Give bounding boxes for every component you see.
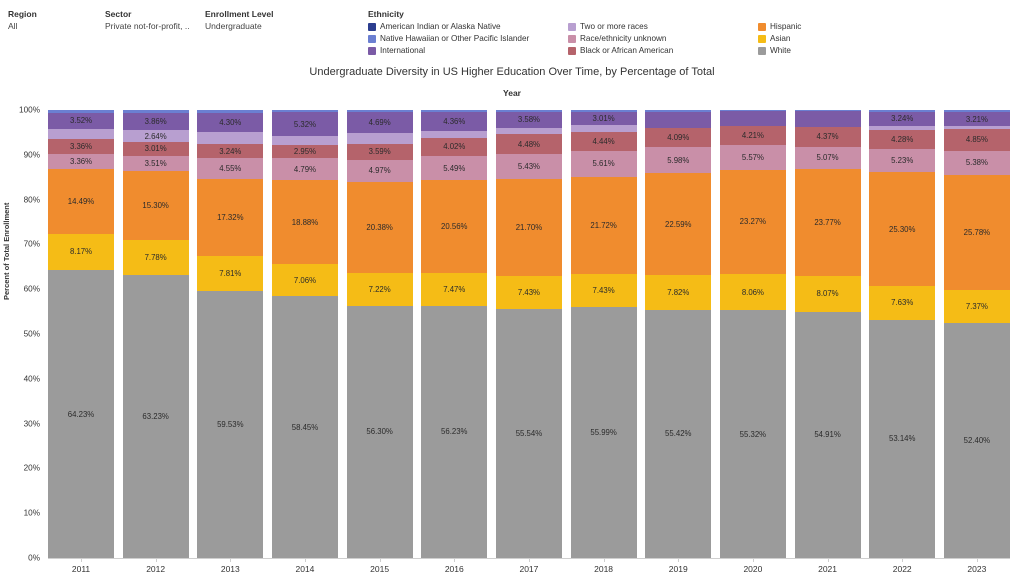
legend-item[interactable]: [568, 46, 758, 56]
bar-segment-label: 2.95%: [293, 147, 317, 157]
x-axis-tick: [753, 558, 754, 562]
y-axis-tick-label: 90%: [23, 150, 40, 160]
bar-segment-label: 4.02%: [443, 142, 466, 152]
bar-segment-label: 59.53%: [217, 420, 244, 430]
legend-swatch-icon: [368, 23, 376, 31]
bar-segment[interactable]: [720, 111, 786, 126]
bar-column[interactable]: [571, 110, 637, 558]
y-axis-tick-label: 80%: [23, 195, 40, 205]
bar-segment-label: 4.09%: [667, 133, 690, 142]
bar-segment[interactable]: [496, 309, 562, 558]
bar-column[interactable]: [347, 110, 413, 558]
legend-item[interactable]: [758, 46, 888, 56]
bar-segment[interactable]: [48, 154, 114, 169]
bar-segment-label: 7.82%: [667, 287, 690, 297]
bar-segment[interactable]: [48, 139, 114, 154]
bar-segment[interactable]: [944, 323, 1010, 558]
filter-region-label: Region: [8, 9, 37, 19]
bar-segment[interactable]: [347, 144, 413, 160]
bar-column[interactable]: [197, 110, 263, 558]
x-axis-tick-label[interactable]: 2021: [818, 564, 838, 574]
bar-segment-label: 7.63%: [891, 298, 914, 308]
bar-segment[interactable]: [272, 158, 338, 179]
bar-segment[interactable]: [123, 171, 189, 240]
bar-segment-label: 52.40%: [963, 436, 991, 446]
bar-segment-label: 8.07%: [816, 289, 839, 299]
bar-segment-label: 4.48%: [517, 139, 540, 149]
bar-segment-label: 5.32%: [293, 119, 317, 129]
bar-segment[interactable]: [645, 173, 711, 274]
bar-segment[interactable]: [496, 154, 562, 178]
bar-segment[interactable]: [197, 291, 263, 558]
x-axis-tick: [828, 558, 829, 562]
y-axis-tick-label: 10%: [23, 508, 40, 518]
legend-column: [758, 22, 888, 56]
bar-segment[interactable]: [123, 113, 189, 130]
bar-segment[interactable]: [123, 142, 189, 155]
bar-column[interactable]: [645, 110, 711, 558]
bar-segment-label: 4.85%: [965, 135, 988, 145]
x-axis-title: Year: [503, 88, 521, 98]
bar-segment-label: 20.38%: [366, 223, 393, 233]
bar-segment-label: 4.37%: [816, 132, 839, 142]
bar-column[interactable]: [421, 110, 487, 558]
bar-segment-label: 53.14%: [888, 434, 916, 444]
bar-segment-label: 15.30%: [142, 201, 169, 211]
bar-segment[interactable]: [869, 172, 935, 285]
bar-segment-label: 55.32%: [739, 429, 767, 439]
bar-segment[interactable]: [944, 290, 1010, 323]
bar-segment-label: 4.21%: [741, 130, 764, 140]
bar-segment-label: 22.59%: [665, 219, 692, 229]
x-axis-tick-label[interactable]: 2013: [220, 564, 240, 574]
bar-segment-label: 3.01%: [144, 144, 167, 154]
legend-column: [568, 22, 758, 56]
bar-segment[interactable]: [123, 240, 189, 275]
bar-segment[interactable]: [795, 147, 861, 170]
bar-segment[interactable]: [795, 111, 861, 127]
bar-segment[interactable]: [421, 138, 487, 156]
x-axis-tick-label[interactable]: 2022: [892, 564, 912, 574]
bar-segment[interactable]: [347, 160, 413, 182]
x-axis-tick-label[interactable]: 2015: [370, 564, 390, 574]
legend: [368, 8, 928, 58]
x-axis-tick: [977, 558, 978, 562]
bar-column[interactable]: [272, 110, 338, 558]
bar-segment[interactable]: [48, 270, 114, 558]
bar-segment-label: 3.24%: [219, 146, 242, 156]
filter-region-value[interactable]: All: [8, 21, 18, 31]
bar-segment-label: 55.99%: [590, 428, 617, 438]
bar-segment[interactable]: [720, 310, 786, 558]
bar-segment[interactable]: [272, 180, 338, 265]
bar-segment-label: 54.91%: [814, 430, 841, 440]
bar-segment[interactable]: [197, 113, 263, 132]
bar-segment-label: 5.38%: [965, 158, 988, 168]
bar-segment-label: 5.57%: [741, 152, 764, 162]
filter-sector-value[interactable]: Private not-for-profit, ..: [105, 21, 190, 31]
bar-segment-label: 7.06%: [293, 275, 317, 285]
bar-segment-label: 7.78%: [144, 252, 167, 262]
bar-segment[interactable]: [869, 112, 935, 127]
legend-item-label: Race/ethnicity unknown: [580, 34, 667, 43]
bar-segment[interactable]: [571, 274, 637, 307]
bar-segment-label: 2.64%: [144, 131, 167, 141]
bar-segment[interactable]: [571, 151, 637, 176]
legend-item-label: Two or more races: [580, 22, 648, 31]
bar-column[interactable]: [720, 110, 786, 558]
x-axis-tick: [81, 558, 82, 562]
y-axis-tick-label: 50%: [23, 329, 40, 339]
legend-item[interactable]: [568, 22, 758, 32]
bar-segment[interactable]: [496, 134, 562, 154]
x-axis-tick: [305, 558, 306, 562]
bar-segment-label: 4.79%: [293, 164, 317, 174]
bar-segment[interactable]: [720, 170, 786, 274]
bar-segment-label: 3.59%: [368, 147, 391, 157]
legend-swatch-icon: [568, 47, 576, 55]
bar-segment[interactable]: [795, 127, 861, 147]
bar-segment[interactable]: [197, 179, 263, 257]
bar-segment[interactable]: [571, 307, 637, 558]
legend-column: [368, 22, 568, 56]
bar-segment-label: 55.42%: [665, 429, 692, 439]
bar-segment[interactable]: [720, 145, 786, 170]
y-axis-tick-label: 20%: [23, 463, 40, 473]
bar-segment[interactable]: [720, 274, 786, 310]
legend-item[interactable]: [568, 34, 758, 44]
bar-segment-label: 4.28%: [891, 134, 914, 144]
bar-segment[interactable]: [347, 133, 413, 144]
legend-swatch-icon: [758, 47, 766, 55]
y-axis-tick-label: 70%: [23, 239, 40, 249]
legend-item-label: Asian: [770, 34, 791, 43]
bar-segment-label: 7.37%: [965, 302, 988, 312]
bar-segment[interactable]: [421, 306, 487, 558]
bar-segment-label: 64.23%: [67, 409, 95, 419]
bar-segment[interactable]: [795, 312, 861, 558]
bar-segment[interactable]: [645, 112, 711, 129]
bar-segment-label: 4.55%: [219, 163, 242, 173]
bar-column[interactable]: [869, 110, 935, 558]
legend-item[interactable]: [368, 34, 568, 44]
bar-segment-label: 5.43%: [517, 161, 540, 171]
bar-segment[interactable]: [197, 158, 263, 178]
legend-item-label: Native Hawaiian or Other Pacific Islander: [380, 34, 530, 43]
x-axis-tick-label[interactable]: 2020: [743, 564, 763, 574]
bar-segment[interactable]: [645, 310, 711, 558]
bar-segment-label: 23.77%: [814, 218, 841, 228]
x-axis-tick-label[interactable]: 2017: [519, 564, 539, 574]
legend-item-label: International: [380, 46, 426, 55]
legend-item[interactable]: [368, 22, 568, 32]
filter-region[interactable]: [8, 8, 98, 32]
bar-segment[interactable]: [869, 149, 935, 172]
bar-segment-label: 56.23%: [441, 427, 468, 437]
bar-segment-label: 20.56%: [441, 222, 468, 232]
x-axis-tick-label[interactable]: 2011: [71, 564, 91, 574]
legend-item-label: Hispanic: [770, 22, 802, 31]
bar-segment[interactable]: [571, 132, 637, 152]
bar-segment-label: 5.07%: [816, 153, 839, 163]
filter-sector[interactable]: [105, 8, 200, 32]
bar-segment-label: 3.86%: [144, 117, 167, 127]
bar-segment[interactable]: [48, 234, 114, 271]
bar-column[interactable]: [944, 110, 1010, 558]
bar-segment[interactable]: [869, 286, 935, 320]
bar-segment-label: 4.36%: [443, 117, 466, 127]
y-axis-tick-label: 30%: [23, 419, 40, 429]
legend-swatch-icon: [758, 35, 766, 43]
x-axis-tick: [529, 558, 530, 562]
x-axis-tick-label[interactable]: 2019: [668, 564, 688, 574]
bar-segment-label: 3.24%: [891, 114, 914, 124]
bar-segment[interactable]: [347, 306, 413, 558]
x-axis-tick-label[interactable]: 2014: [295, 564, 315, 574]
bar-segment[interactable]: [421, 180, 487, 272]
legend-swatch-icon: [568, 23, 576, 31]
bar-segment[interactable]: [421, 112, 487, 132]
x-axis-tick: [604, 558, 605, 562]
bar-segment-label: 18.88%: [291, 217, 319, 227]
bar-segment[interactable]: [645, 275, 711, 310]
filter-enrollment-level-label: Enrollment Level: [205, 9, 274, 19]
bar-segment-label: 7.43%: [592, 285, 615, 295]
bar-column[interactable]: [795, 110, 861, 558]
bar-segment[interactable]: [48, 169, 114, 234]
bar-segment-label: 4.69%: [368, 118, 391, 128]
bar-segment[interactable]: [197, 132, 263, 144]
bar-segment[interactable]: [123, 156, 189, 172]
bar-segment-label: 3.21%: [965, 114, 988, 124]
bar-segment-label: 25.78%: [963, 227, 991, 237]
bar-segment[interactable]: [496, 276, 562, 309]
x-axis-tick: [678, 558, 679, 562]
bar-segment-label: 5.61%: [592, 159, 615, 169]
bar-segment-label: 5.98%: [667, 155, 690, 165]
bar-segment[interactable]: [795, 169, 861, 275]
y-axis-tick-label: 60%: [23, 284, 40, 294]
bar-segment-label: 3.36%: [69, 141, 93, 151]
bar-segment-label: 4.30%: [219, 118, 242, 128]
bar-segment[interactable]: [123, 130, 189, 142]
x-axis-tick: [454, 558, 455, 562]
bar-segment-label: 3.01%: [592, 114, 615, 124]
bar-segment-label: 3.36%: [69, 156, 93, 166]
legend-item[interactable]: [758, 22, 888, 32]
x-axis-tick-label[interactable]: 2018: [594, 564, 614, 574]
bar-segment[interactable]: [272, 112, 338, 136]
bar-segment[interactable]: [421, 273, 487, 306]
y-axis-labels: [0, 105, 44, 563]
x-axis-tick: [230, 558, 231, 562]
chart-title: Undergraduate Diversity in US Higher Education Over Time, by Percentage of Total: [309, 66, 715, 78]
bar-segment-label: 7.43%: [517, 287, 540, 297]
filter-enrollment-level[interactable]: [205, 8, 325, 32]
bar-segment[interactable]: [645, 147, 711, 174]
bar-segment-label: 4.44%: [592, 136, 615, 146]
bar-segment[interactable]: [347, 112, 413, 133]
bar-segment-label: 23.27%: [739, 217, 767, 227]
bar-segment-label: 4.97%: [368, 166, 391, 176]
bar-segment-label: 55.54%: [515, 429, 543, 439]
legend-swatch-icon: [758, 23, 766, 31]
bar-segment[interactable]: [795, 276, 861, 312]
bar-segment-label: 21.70%: [515, 222, 543, 232]
bar-segment[interactable]: [944, 151, 1010, 175]
legend-swatch-icon: [368, 47, 376, 55]
bar-segment[interactable]: [421, 156, 487, 181]
filter-enrollment-level-value[interactable]: Undergraduate: [205, 21, 262, 31]
bar-segment[interactable]: [869, 320, 935, 558]
bar-segment-label: 7.47%: [443, 284, 466, 294]
bar-segment[interactable]: [944, 112, 1010, 126]
bar-segment[interactable]: [197, 144, 263, 159]
legend-item[interactable]: [758, 34, 888, 44]
x-axis-tick: [380, 558, 381, 562]
bar-segment[interactable]: [272, 145, 338, 158]
bar-segment-label: 63.23%: [142, 411, 169, 421]
y-axis-tick-label: 100%: [19, 105, 40, 115]
bar-segment-label: 3.51%: [144, 158, 167, 168]
bar-column[interactable]: [48, 110, 114, 558]
bar-segment-label: 17.32%: [217, 212, 244, 222]
legend-item-label: American Indian or Alaska Native: [380, 22, 501, 31]
legend-item-label: White: [770, 46, 791, 55]
bar-segment-label: 25.30%: [888, 224, 916, 234]
y-axis-tick-label: 40%: [23, 374, 40, 384]
plot-area: [48, 110, 1010, 558]
bar-segment[interactable]: [496, 179, 562, 276]
bar-segment[interactable]: [347, 182, 413, 273]
stacked-bars: [48, 110, 1010, 558]
bar-segment-label: 3.52%: [69, 116, 93, 126]
bar-segment-label: 58.45%: [291, 422, 319, 432]
bar-segment-label: 8.06%: [741, 287, 764, 297]
bar-segment-label: 3.58%: [517, 115, 540, 125]
legend-swatch-icon: [368, 35, 376, 43]
bar-segment[interactable]: [272, 264, 338, 296]
bar-segment-label: 5.23%: [891, 156, 914, 166]
x-axis-tick: [902, 558, 903, 562]
legend-columns: [368, 22, 928, 56]
bar-segment[interactable]: [571, 112, 637, 125]
y-axis-tick-label: 0%: [28, 553, 40, 563]
x-axis-tick-label[interactable]: 2023: [967, 564, 987, 574]
x-axis-tick: [156, 558, 157, 562]
x-axis-labels: [48, 560, 1010, 580]
bar-column[interactable]: [496, 110, 562, 558]
bar-segment[interactable]: [645, 128, 711, 146]
bar-segment[interactable]: [944, 175, 1010, 290]
bar-segment[interactable]: [272, 296, 338, 558]
bar-segment[interactable]: [347, 273, 413, 305]
bar-segment-label: 21.72%: [590, 220, 617, 230]
bar-segment[interactable]: [496, 112, 562, 128]
bar-segment-label: 14.49%: [67, 196, 95, 206]
bar-segment[interactable]: [720, 126, 786, 145]
bar-segment-label: 7.22%: [368, 285, 391, 295]
x-axis-tick-label[interactable]: 2016: [444, 564, 464, 574]
bar-segment-label: 5.49%: [443, 163, 466, 173]
bar-segment[interactable]: [197, 256, 263, 291]
bar-column[interactable]: [123, 110, 189, 558]
bar-segment[interactable]: [272, 136, 338, 145]
bar-segment-label: 56.30%: [366, 427, 393, 437]
bar-segment-label: 8.17%: [69, 247, 93, 257]
bar-segment-label: 7.81%: [219, 269, 242, 279]
bar-segment[interactable]: [869, 130, 935, 149]
x-axis-tick-label[interactable]: 2012: [146, 564, 166, 574]
bar-segment[interactable]: [571, 177, 637, 274]
bar-segment[interactable]: [123, 275, 189, 558]
filter-sector-label: Sector: [105, 9, 132, 19]
bar-segment[interactable]: [944, 129, 1010, 151]
legend-item[interactable]: [368, 46, 568, 56]
legend-swatch-icon: [568, 35, 576, 43]
legend-item-label: Black or African American: [580, 46, 674, 55]
legend-title: Ethnicity: [368, 9, 404, 19]
bar-segment[interactable]: [48, 113, 114, 129]
y-axis-title: Percent of Total Enrollment: [2, 202, 11, 300]
bar-segment[interactable]: [48, 129, 114, 139]
